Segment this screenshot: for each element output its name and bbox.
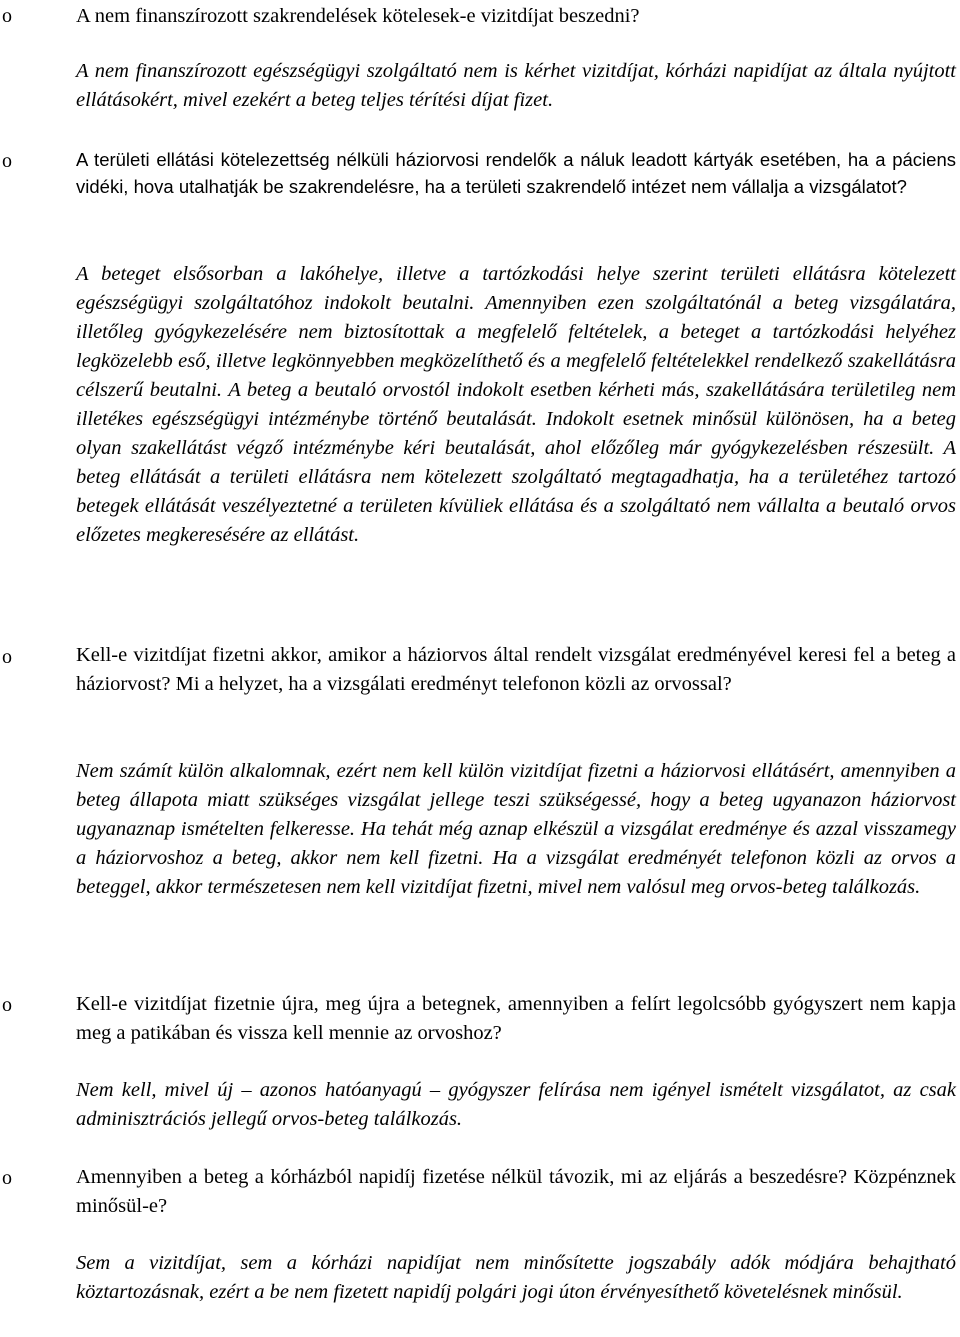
question-4: Kell-e vizitdíjat fizetnie újra, meg újra a betegnek, amennyiben a felírt legolcsóbb gyógyszert nem kapja meg a patikában és vissza kell mennie az orvoshoz? (76, 993, 956, 1044)
question-1: A nem finanszírozott szakrendelések kötelesek-e vizitdíjat beszedni? (76, 5, 640, 27)
question-3: Kell-e vizitdíjat fizetni akkor, amikor a háziorvos által rendelt vizsgálat eredményével keresi fel a beteg a háziorvost? Mi a helyzet, ha a vizsgálati eredményt telefonon közli az orvossal? (76, 644, 956, 695)
answer-4: Nem kell, mivel új – azonos hatóanyagú – gyógyszer felírása nem igényel ismételt vizsgálatot, az csak adminisztrációs jellegű orvos-beteg találkozás. (76, 1079, 956, 1130)
bullet-icon: o (2, 994, 12, 1016)
question-2: A területi ellátási kötelezettség nélküli háziorvosi rendelők a náluk leadott kártyák esetében, ha a páciens vidéki, hova utalhatják be szakrendelésre, ha a területi szakrendelő intézet nem vállalja a vizsgálatot? (76, 149, 956, 197)
question-5: Amennyiben a beteg a kórházból napidíj fizetése nélkül távozik, mi az eljárás a beszedésre? Közpénznek minősül-e? (76, 1166, 956, 1217)
answer-5: Sem a vizitdíjat, sem a kórházi napidíjat nem minősítette jogszabály adók módjára behajtható köztartozásnak, ezért a be nem fizetett napidíj polgári jogi úton érvényesíthető követelésnek minősül. (76, 1252, 956, 1303)
bullet-icon: o (2, 150, 12, 172)
bullet-icon: o (2, 646, 12, 668)
answer-2: A beteget elsősorban a lakóhelye, illetve a tartózkodási helye szerint területi ellátásra kötelezett egészségügyi szolgáltatóhoz indokolt beutalni. Amennyiben ezen szolgáltatónál a beteg vizsgálatára, illetőleg gyógykezelésére nem biztosítottak a megfelelő feltételek, a beteget a tartózkodási helyéhez legközelebb eső, illetve legkönnyebben megközelíthető és a megfelelő feltételekkel rendelkező szakellátásra célszerű beutalni. A beteg a beutaló orvostól indokolt esetben kérheti más, szakellátására területileg nem illetékes egészségügyi intézménybe történő beutalását. Indokolt esetnek minősül különösen, ha a beteg olyan szakellátást végző intézménybe kéri beutalását, ahol előzőleg már gyógykezelésben részesült. A beteg ellátását a területi ellátásra nem kötelezett szolgáltató megtagadhatja, ha a területéhez tartozó betegek ellátását veszélyeztetné a területen kívüliek ellátása és a szolgáltató nem vállalta a beutaló orvos előzetes megkeresésére az ellátást. (76, 263, 956, 546)
answer-1: A nem finanszírozott egészségügyi szolgáltató nem is kérhet vizitdíjat, kórházi napidíjat az általa nyújtott ellátásokért, mivel ezekért a beteg teljes térítési díjat fizet. (76, 60, 956, 111)
bullet-icon: o (2, 1167, 12, 1189)
bullet-icon: o (2, 5, 12, 27)
answer-3: Nem számít külön alkalomnak, ezért nem kell külön vizitdíjat fizetni a háziorvosi ellátásért, amennyiben a beteg állapota miatt szükséges vizsgálat jellege teszi szükségessé, hogy a beteg ugyanazon háziorvost ugyanaznap ismételten felkeresse. Ha tehát még aznap elkészül a vizsgálat eredménye és azzal visszamegy a háziorvoshoz a beteg, akkor nem kell fizetni. Ha a vizsgálat eredményét telefonon közli az orvos a beteggel, akkor természetesen nem kell vizitdíjat fizetni, mivel nem valósul meg orvos-beteg találkozás. (76, 760, 956, 898)
